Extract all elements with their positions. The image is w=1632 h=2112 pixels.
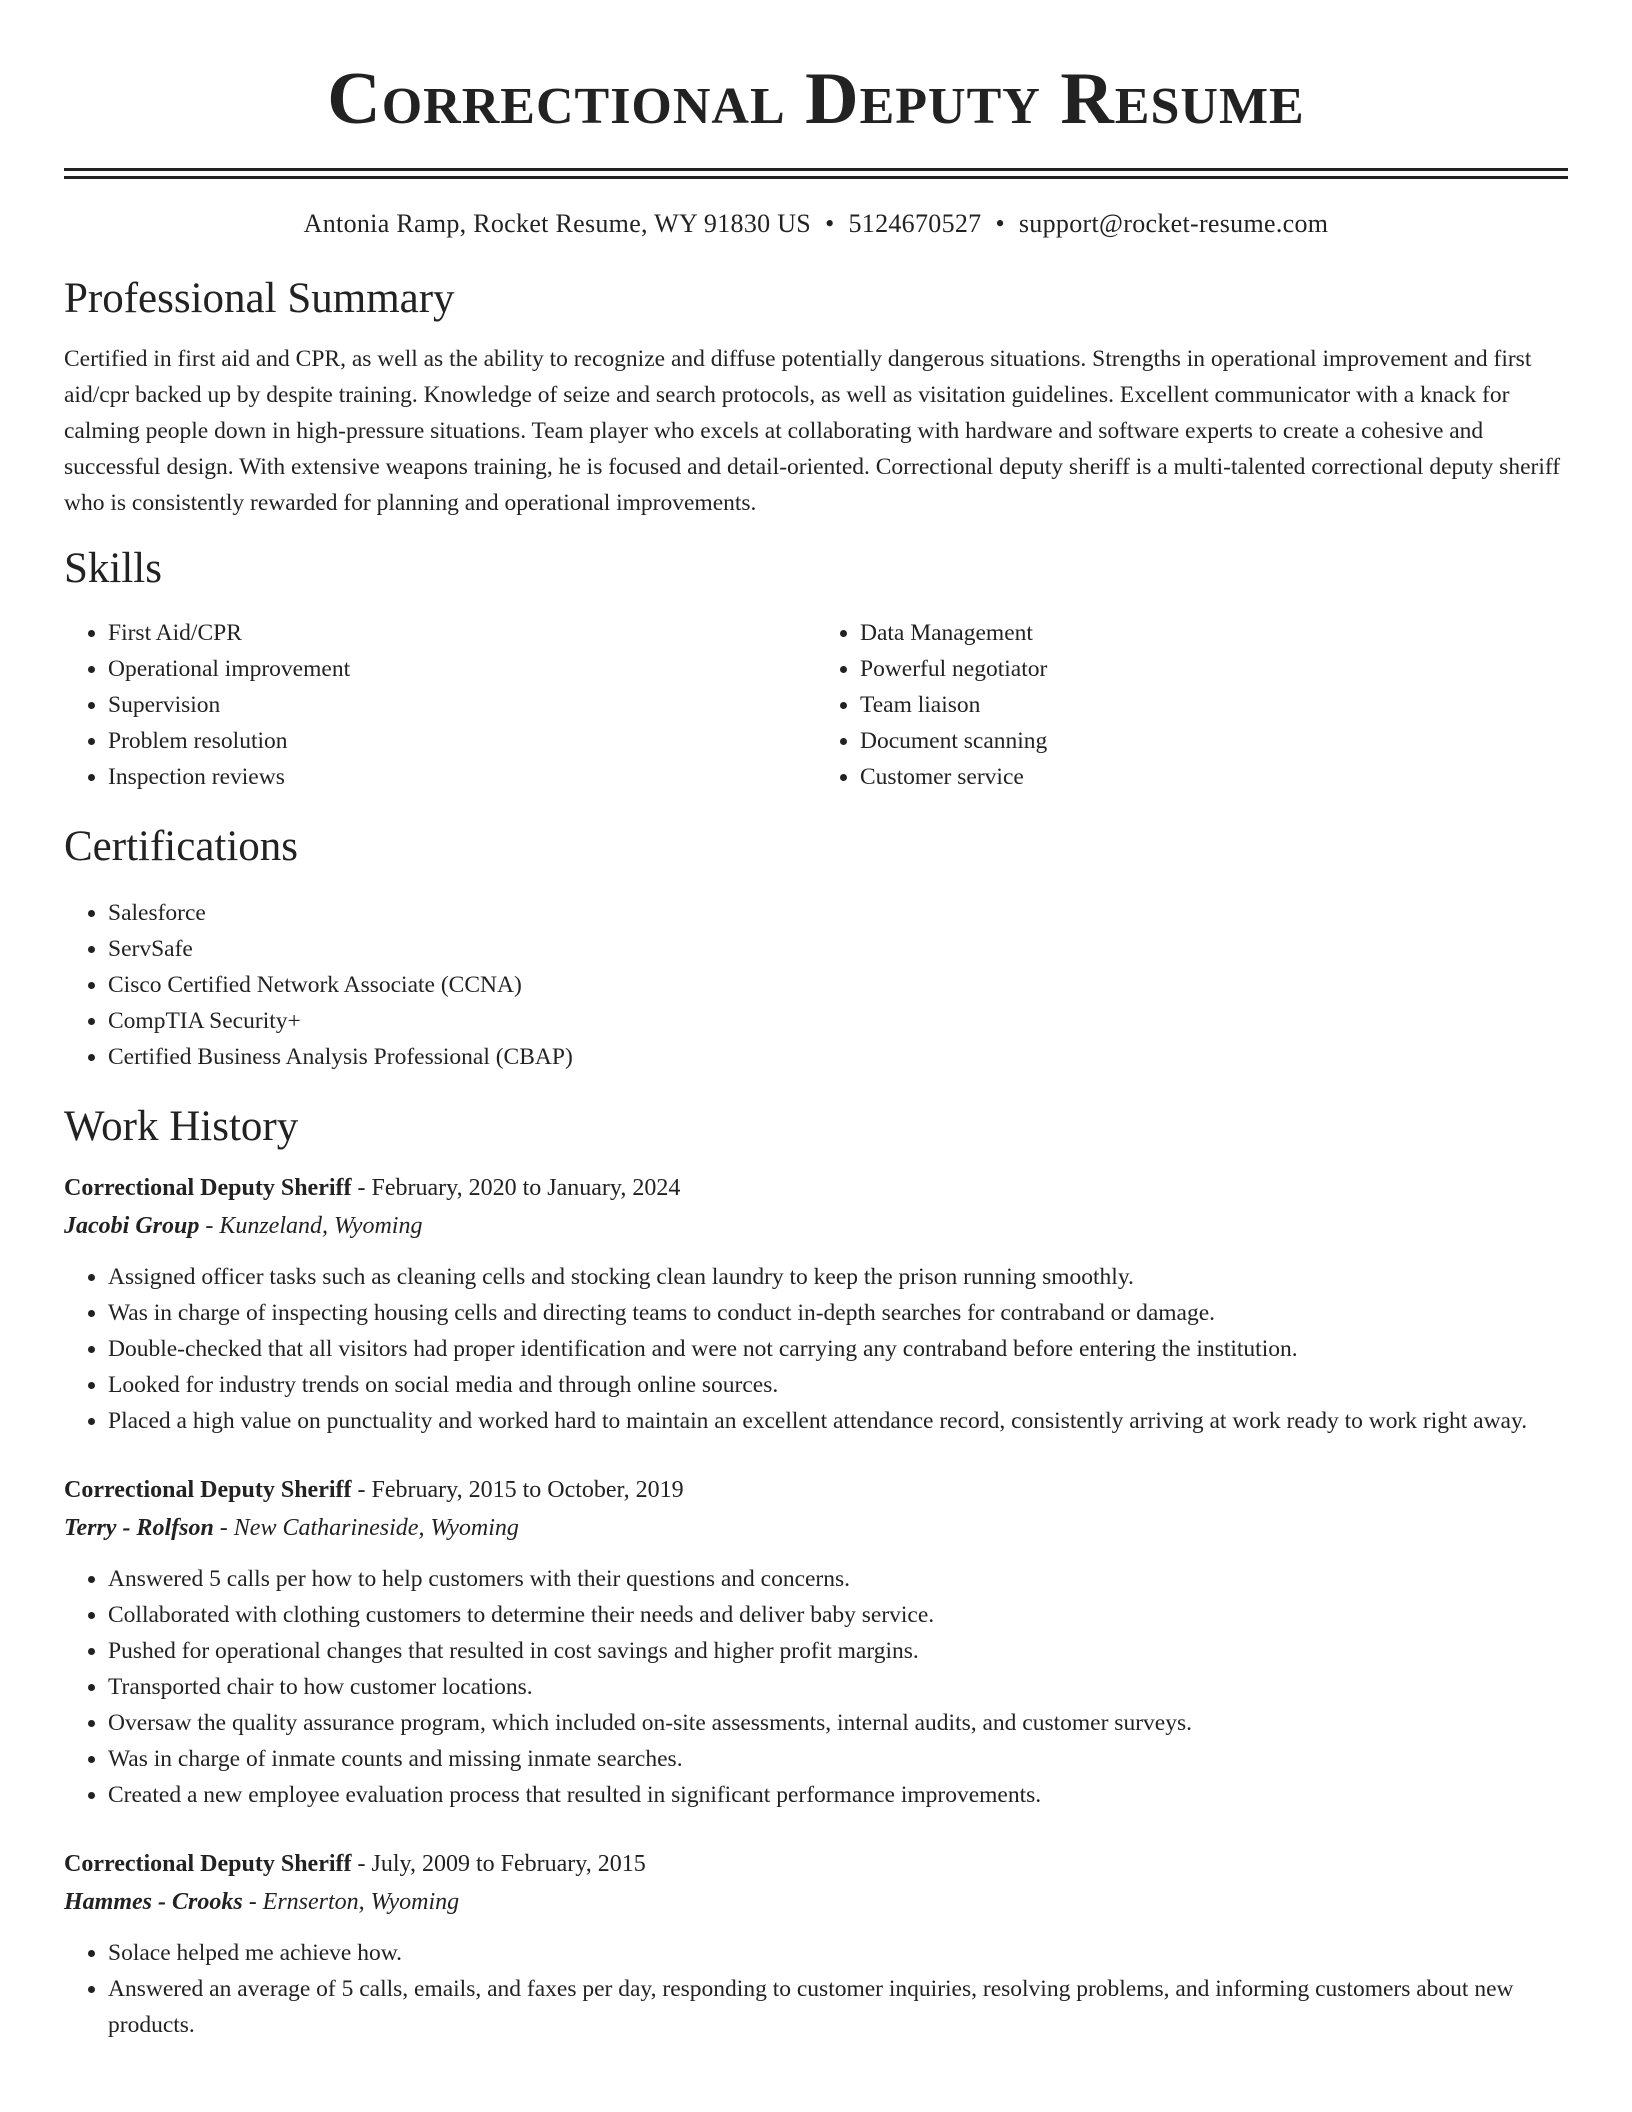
skill-item: • Team liaison	[860, 687, 1568, 723]
skill-item: • Problem resolution	[108, 723, 816, 759]
job-bullet: • Oversaw the quality assurance program, which included on-site assessments, internal audits, and customer surveys.	[108, 1705, 1568, 1741]
job-bullet: • Double-checked that all visitors had proper identification and were not carrying any contraband before entering the institution.	[108, 1331, 1568, 1367]
contact-address: Antonia Ramp, Rocket Resume, WY 91830 US	[303, 209, 812, 238]
certification-item: • CompTIA Security+	[108, 1003, 1568, 1039]
skill-item: • Data Management	[860, 615, 1568, 651]
job-bullet: • Answered an average of 5 calls, emails, and faxes per day, responding to customer inquiries, resolving problems, and informing customers about new products.	[108, 1971, 1568, 2043]
job-bullets	[64, 1935, 1568, 2043]
skill-item: • Inspection reviews	[108, 759, 816, 795]
job-header	[64, 1845, 1568, 1883]
resume-title: Correctional Deputy Resume	[327, 58, 1305, 140]
summary-text: Certified in first aid and CPR, as well as the ability to recognize and diffuse potentially dangerous situations. Strengths in operational improvement and first aid/cpr backed up by despite training. Knowledge of seize and search protocols, as well as visitation guidelines. Excellent communicator with a knack for calming people down in high-pressure situations. Team player who excels at collaborating with hardware and software experts to create a cohesive and successful design. With extensive weapons training, he is focused and detail-oriented. Correctional deputy sheriff is a multi-talented correctional deputy sheriff who is consistently rewarded for planning and operational improvements.	[64, 346, 1561, 516]
job-header	[64, 1471, 1568, 1509]
certifications-list	[64, 895, 1568, 1075]
job-employer	[64, 1883, 1568, 1921]
skills-heading: Skills	[64, 545, 162, 592]
job-dates: - February, 2015 to October, 2019	[351, 1477, 684, 1503]
contact-line	[64, 207, 1568, 241]
resume-page	[64, 0, 1568, 2043]
job-bullet: • Solace helped me achieve how.	[108, 1935, 1568, 1971]
job-bullet: • Collaborated with clothing customers to determine their needs and deliver baby service.	[108, 1597, 1568, 1633]
job-location: - Kunzeland, Wyoming	[199, 1213, 423, 1239]
job-bullets	[64, 1259, 1568, 1439]
contact-separator: •	[825, 209, 835, 238]
skill-item: • Powerful negotiator	[860, 651, 1568, 687]
job-dates: - July, 2009 to February, 2015	[351, 1851, 646, 1877]
contact-email[interactable]: support@rocket-resume.com	[1018, 209, 1329, 238]
skills-list-left	[64, 615, 816, 795]
job-bullet: • Was in charge of inspecting housing cells and directing teams to conduct in-depth searches for contraband or damage.	[108, 1295, 1568, 1331]
job-title: Correctional Deputy Sheriff	[64, 1477, 352, 1503]
job-bullet: • Transported chair to how customer locations.	[108, 1669, 1568, 1705]
title-divider-bottom	[64, 176, 1568, 179]
job-bullet: • Was in charge of inmate counts and missing inmate searches.	[108, 1741, 1568, 1777]
job-location: - Ernserton, Wyoming	[242, 1889, 460, 1915]
job-title: Correctional Deputy Sheriff	[64, 1851, 352, 1877]
job-employer	[64, 1509, 1568, 1547]
job-entry	[64, 1845, 1568, 2043]
skill-item: • Operational improvement	[108, 651, 816, 687]
skills-list-right	[816, 615, 1568, 795]
skills-columns	[64, 615, 1568, 795]
job-bullet: • Created a new employee evaluation process that resulted in significant performance improvements.	[108, 1777, 1568, 1813]
skill-item: • First Aid/CPR	[108, 615, 816, 651]
job-bullet: • Pushed for operational changes that resulted in cost savings and higher profit margins.	[108, 1633, 1568, 1669]
title-divider-top	[64, 168, 1568, 171]
job-entry	[64, 1169, 1568, 1439]
summary-heading: Professional Summary	[64, 275, 455, 322]
job-bullets	[64, 1561, 1568, 1813]
contact-separator: •	[995, 209, 1005, 238]
contact-phone: 5124670527	[848, 209, 982, 238]
work-history-heading: Work History	[64, 1103, 299, 1150]
job-header	[64, 1169, 1568, 1207]
job-bullet: • Looked for industry trends on social media and through online sources.	[108, 1367, 1568, 1403]
job-bullet: • Assigned officer tasks such as cleaning cells and stocking clean laundry to keep the prison running smoothly.	[108, 1259, 1568, 1295]
job-title: Correctional Deputy Sheriff	[64, 1175, 352, 1201]
job-bullet: • Answered 5 calls per how to help customers with their questions and concerns.	[108, 1561, 1568, 1597]
job-company: Jacobi Group	[64, 1213, 200, 1239]
job-employer	[64, 1207, 1568, 1245]
job-entry	[64, 1471, 1568, 1813]
certification-item: • Cisco Certified Network Associate (CCNA)	[108, 967, 1568, 1003]
job-location: - New Catharineside, Wyoming	[213, 1515, 519, 1541]
skill-item: • Document scanning	[860, 723, 1568, 759]
certifications-heading: Certifications	[64, 823, 299, 870]
certification-item: • Certified Business Analysis Professional (CBAP)	[108, 1039, 1568, 1075]
skill-item: • Supervision	[108, 687, 816, 723]
job-company: Terry - Rolfson	[64, 1515, 214, 1541]
job-company: Hammes - Crooks	[64, 1889, 243, 1915]
certification-item: • Salesforce	[108, 895, 1568, 931]
skill-item: • Customer service	[860, 759, 1568, 795]
job-dates: - February, 2020 to January, 2024	[351, 1175, 681, 1201]
job-bullet: • Placed a high value on punctuality and worked hard to maintain an excellent attendance record, consistently arriving at work ready to work right away.	[108, 1403, 1568, 1439]
certification-item: • ServSafe	[108, 931, 1568, 967]
